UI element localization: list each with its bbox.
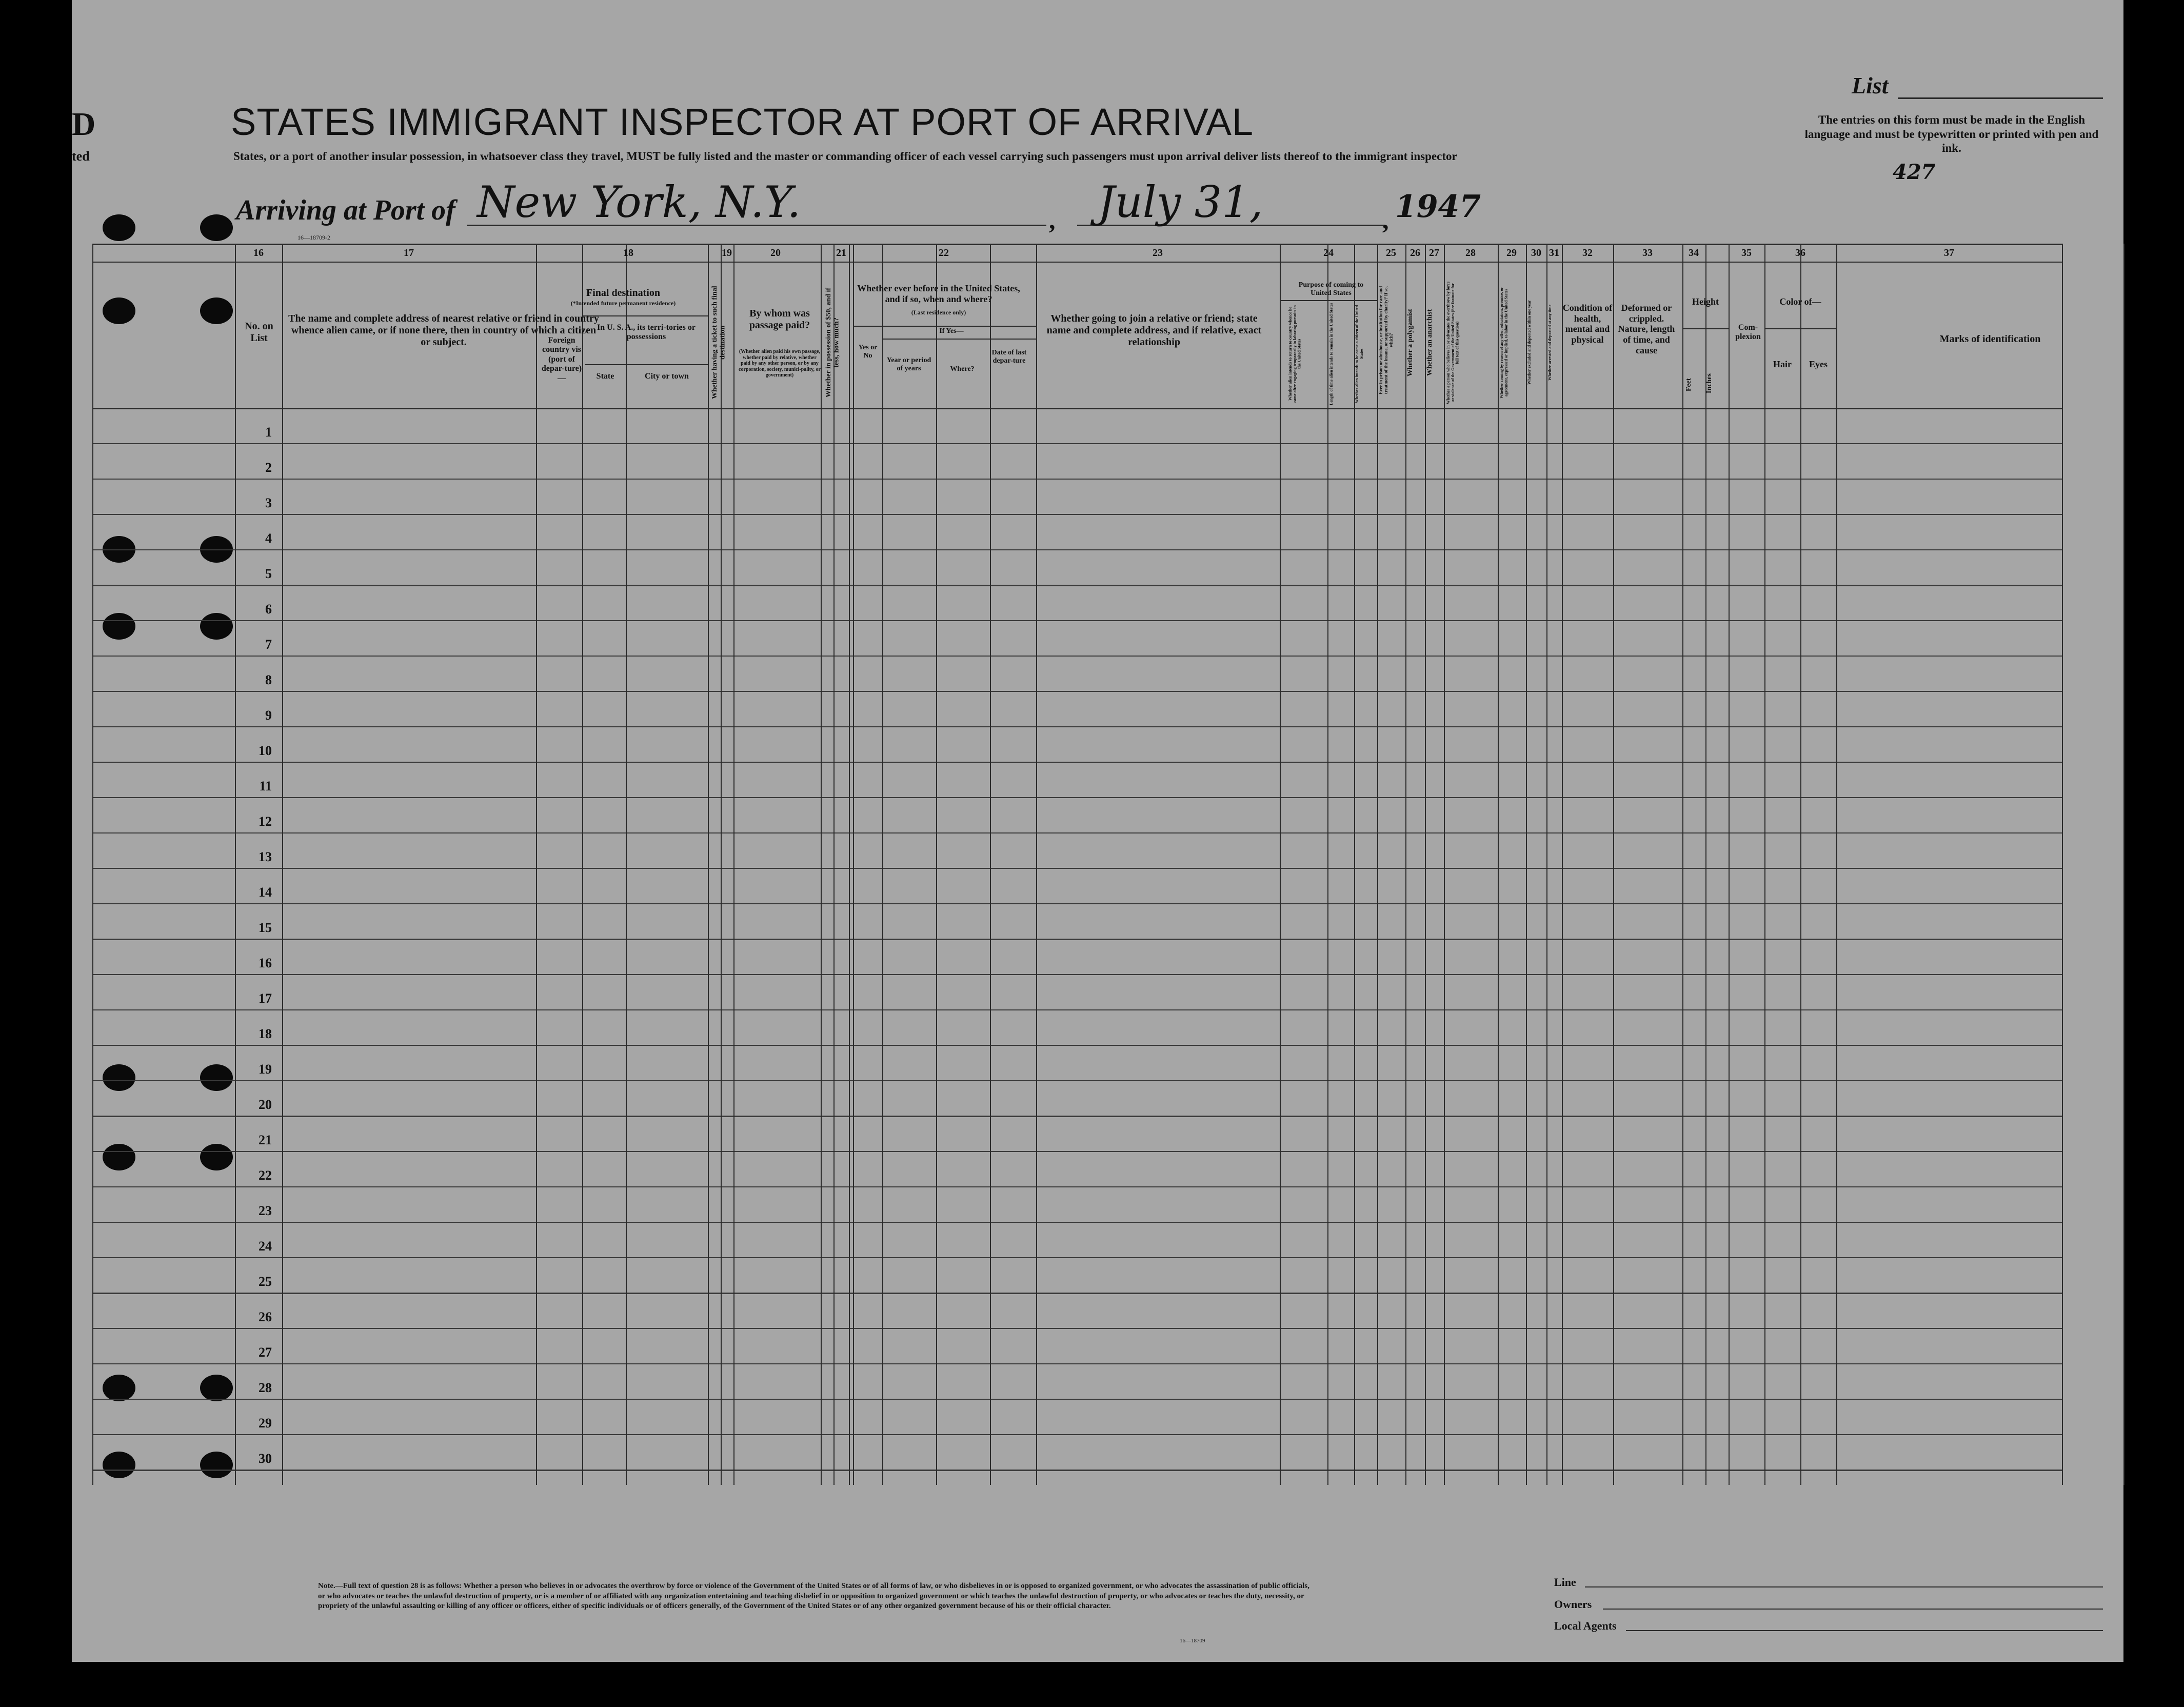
row-divider — [92, 1222, 2062, 1223]
column-number: 26 — [1410, 247, 1420, 259]
col24b-header: Length of time alien intends to remain in the United States — [1329, 303, 1334, 405]
column-number: 16 — [253, 247, 264, 259]
col36-sub-divider — [1764, 328, 1836, 329]
col35-header: Com-plexion — [1735, 323, 1761, 342]
punch-hole — [103, 1452, 135, 1478]
column-divider — [821, 244, 822, 1485]
col20-header: By whom was passage paid? — [749, 308, 810, 331]
col34-header: Height — [1692, 296, 1719, 307]
column-divider — [536, 244, 537, 1485]
column-divider — [936, 244, 937, 1485]
notice-text: The entries on this form must be made in the English language and must be typewritten or printed with pen and ink. — [1804, 113, 2099, 155]
column-number: 17 — [404, 247, 414, 259]
row-number: 11 — [259, 779, 272, 793]
punch-hole — [103, 297, 135, 324]
col18-city: City or town — [645, 372, 689, 381]
col22-sub-divider — [853, 326, 1036, 327]
col23-header: Whether going to join a relative or friend; state name and complete address, and if relative, exact relationship — [1046, 313, 1262, 348]
row-number: 21 — [259, 1133, 272, 1147]
owners-label: Owners — [1554, 1598, 1592, 1611]
col18-subtitle: (*Intended future permanent residence) — [570, 300, 676, 307]
row-divider — [92, 620, 2062, 621]
column-divider — [1764, 244, 1765, 1485]
column-divider — [1425, 244, 1426, 1485]
row-number: 15 — [259, 920, 272, 935]
row-divider — [92, 691, 2062, 692]
column-divider — [1836, 244, 1837, 1485]
col34-inches: Inches — [1705, 373, 1713, 393]
column-divider — [1354, 244, 1355, 1485]
col18-title: Final destination — [586, 287, 660, 299]
col22-yes-no: Yes or No — [858, 344, 878, 360]
col18-usa: In U. S. A., its terri-tories or possessions — [597, 323, 696, 342]
row-number: 17 — [259, 991, 272, 1006]
agents-label: Local Agents — [1554, 1619, 1617, 1632]
col22-where: Where? — [950, 365, 975, 373]
list-underline — [1898, 97, 2103, 99]
column-divider — [1526, 244, 1527, 1485]
row-divider — [92, 443, 2062, 444]
row-number: 25 — [259, 1274, 272, 1289]
column-divider — [1377, 244, 1378, 1485]
row-divider — [92, 726, 2062, 727]
left-edge-d: D — [72, 106, 96, 142]
arriving-label: Arriving at Port of — [236, 194, 455, 226]
column-number: 36 — [1795, 247, 1805, 259]
row-divider — [92, 1080, 2062, 1081]
col16-header: No. on List — [245, 321, 273, 344]
column-number: 23 — [1153, 247, 1163, 259]
column-divider — [1729, 244, 1730, 1485]
column-number: 33 — [1642, 247, 1653, 259]
row-number: 3 — [265, 495, 272, 510]
column-divider — [1444, 244, 1445, 1485]
col24c-header: Whether alien intends to be-come a citizen of the United States — [1355, 305, 1364, 403]
row-divider — [92, 762, 2062, 763]
column-number: 25 — [1386, 247, 1396, 259]
row-number: 22 — [259, 1168, 272, 1183]
col36-header: Color of— — [1779, 296, 1821, 307]
column-divider — [833, 244, 835, 1485]
row-number: 13 — [259, 849, 272, 864]
column-divider — [1546, 244, 1547, 1485]
col22-date: Date of last depar-ture — [991, 349, 1027, 365]
row-divider — [92, 1186, 2062, 1187]
col19-header: Whether having a ticket to such final destination — [711, 286, 727, 400]
punch-hole — [200, 1144, 233, 1170]
column-divider — [733, 244, 734, 1485]
row-divider — [92, 832, 2062, 833]
column-number: 30 — [1531, 247, 1541, 259]
print-code: 16—18709 — [1180, 1638, 1205, 1644]
row-number: 16 — [259, 956, 272, 970]
row-number: 24 — [259, 1239, 272, 1254]
row-divider — [92, 514, 2062, 515]
col37-header: Marks of identification — [1939, 333, 2041, 345]
row-number: 30 — [259, 1451, 272, 1466]
grid-numbers-divider — [92, 262, 2062, 263]
column-divider — [1705, 244, 1706, 1485]
col24-title: Purpose of coming to United States — [1298, 281, 1364, 297]
port-handwritten: New York, N.Y. — [477, 177, 801, 227]
row-number: 14 — [259, 885, 272, 900]
col32-header: Condition of health, mental and physical — [1562, 303, 1613, 345]
left-edge-ted: ted — [72, 149, 90, 164]
column-divider — [1498, 244, 1499, 1485]
row-number: 28 — [259, 1380, 272, 1395]
col22-header: Whether ever before in the United States, and if so, when and where? — [857, 283, 1020, 304]
col22-ifyes-divider — [882, 339, 1036, 340]
col36-eyes: Eyes — [1809, 359, 1828, 369]
column-divider — [1327, 244, 1328, 1485]
punch-hole — [200, 1064, 233, 1091]
row-divider — [92, 549, 2062, 550]
row-divider — [92, 1293, 2062, 1294]
col30-header: Whether excluded and deported within one year — [1527, 300, 1532, 385]
col18-state: State — [596, 372, 614, 381]
column-divider — [853, 244, 854, 1485]
column-divider — [849, 244, 850, 1485]
agents-field[interactable] — [1626, 1630, 2103, 1631]
column-divider — [582, 244, 583, 1485]
column-divider — [1613, 244, 1614, 1485]
row-number: 6 — [265, 602, 272, 617]
col18-foreign: Foreign country vis (port of depar-ture)— — [541, 336, 582, 383]
row-divider — [92, 479, 2062, 480]
page-subtitle: States, or a port of another insular possession, in whatsoever class they travel, MUST be fully listed and the master or commanding officer of each vessel carrying such passengers must upon arrival deliver lists thereof to the immigrant inspector — [233, 150, 1457, 163]
row-divider — [92, 868, 2062, 869]
punch-hole — [103, 1064, 135, 1091]
row-divider — [92, 1257, 2062, 1258]
manifest-sheet — [72, 0, 2123, 1662]
column-number: 18 — [623, 247, 633, 259]
column-divider — [282, 244, 283, 1485]
row-divider — [92, 1434, 2062, 1435]
row-number: 19 — [259, 1062, 272, 1077]
row-divider — [92, 585, 2062, 586]
col33-header: Deformed or crippled. Nature, length of time, and cause — [1618, 303, 1675, 355]
column-divider — [721, 244, 722, 1485]
column-divider — [1405, 244, 1406, 1485]
column-number: 28 — [1465, 247, 1476, 259]
date-handwritten: July 31, — [1098, 177, 1263, 227]
column-number: 21 — [836, 247, 846, 259]
col29-header: Whether coming by reason of any offer, solicitation, promise, or agreement, expressed or implied, to labor in the United States — [1499, 287, 1508, 399]
column-divider — [1562, 244, 1563, 1485]
punch-hole — [200, 613, 233, 640]
column-number: 31 — [1549, 247, 1559, 259]
row-divider — [92, 1116, 2062, 1117]
column-number: 34 — [1689, 247, 1699, 259]
row-number: 27 — [259, 1345, 272, 1360]
row-number: 12 — [259, 814, 272, 829]
column-divider — [2123, 244, 2125, 1485]
column-divider — [882, 244, 883, 1485]
row-number: 23 — [259, 1203, 272, 1218]
col26-header: Whether a polygamist — [1406, 309, 1414, 376]
col25-header: Ever in prison or almshouse, or institution for care and treatment of the insane, or supported by charity? If so, which? — [1378, 286, 1394, 394]
column-divider — [1280, 244, 1281, 1485]
row-number: 2 — [265, 460, 272, 475]
row-divider — [92, 903, 2062, 904]
column-number: 19 — [722, 247, 732, 259]
row-divider — [92, 1399, 2062, 1400]
column-divider — [2062, 244, 2063, 1485]
row-divider — [92, 1470, 2062, 1471]
comma-1: , — [1049, 206, 1056, 234]
col28-header: Whether a person who believes in or advocates the overthrow by force or violence of the Government of the United States (See footnote for full text of this question) — [1446, 281, 1460, 404]
column-divider — [626, 244, 627, 1485]
col17-header: The name and complete address of nearest relative or friend in country whence alien came, or if none there, then in country of which a citizen or subject. — [288, 313, 599, 348]
row-number: 5 — [265, 566, 272, 581]
col34-feet: Feet — [1685, 378, 1693, 391]
col27-header: Whether an anarchist — [1426, 309, 1434, 376]
column-number: 20 — [770, 247, 781, 259]
punch-hole — [103, 613, 135, 640]
column-number: 24 — [1323, 247, 1334, 259]
col20-sub: (Whether alien paid his own passage, whether paid by relative, whether paid by any other person, or by any corporation, society, munici-pality, or government) — [739, 349, 821, 378]
column-number: 32 — [1582, 247, 1593, 259]
row-number: 10 — [259, 743, 272, 758]
col18-state-divider — [585, 364, 708, 365]
punch-hole — [200, 297, 233, 324]
row-divider — [92, 1045, 2062, 1046]
col24a-header: Whether alien intends to return to country whence he came after engaging temporarily in laboring pursuits in the United States — [1288, 305, 1302, 403]
row-number: 26 — [259, 1309, 272, 1324]
column-number: 27 — [1429, 247, 1439, 259]
column-number: 37 — [1944, 247, 1954, 259]
punch-hole — [200, 1375, 233, 1401]
row-number: 9 — [265, 708, 272, 723]
row-number: 7 — [265, 637, 272, 652]
col18-sub-divider — [582, 315, 708, 316]
line-field[interactable] — [1585, 1586, 2103, 1587]
punch-hole — [103, 1375, 135, 1401]
col24-sub-divider — [1280, 300, 1377, 301]
punch-hole — [103, 214, 135, 241]
row-number: 4 — [265, 531, 272, 546]
column-number: 22 — [939, 247, 949, 259]
row-divider — [92, 656, 2062, 657]
row-divider — [92, 1009, 2062, 1010]
row-number: 29 — [259, 1416, 272, 1431]
row-divider — [92, 939, 2062, 940]
row-number: 8 — [265, 672, 272, 687]
col22-sub: (Last residence only) — [911, 309, 966, 316]
row-divider — [92, 1363, 2062, 1364]
line-label: Line — [1554, 1576, 1576, 1589]
column-divider — [708, 244, 709, 1485]
punch-hole — [200, 1452, 233, 1478]
col22-if-yes: If Yes— — [939, 327, 964, 335]
column-number: 29 — [1506, 247, 1517, 259]
list-number: 427 — [1893, 160, 1936, 184]
col34-sub-divider — [1682, 328, 1729, 329]
row-number: 1 — [265, 425, 272, 440]
col21-header: Whether in possession of $50, and if less, how much? — [825, 287, 841, 398]
owners-field[interactable] — [1603, 1609, 2103, 1610]
punch-hole — [103, 1144, 135, 1170]
column-number: 35 — [1741, 247, 1752, 259]
column-divider — [1036, 244, 1037, 1485]
comma-2: , — [1382, 206, 1389, 234]
year-handwritten: 1947 — [1395, 189, 1481, 225]
row-number: 20 — [259, 1097, 272, 1112]
row-divider — [92, 1328, 2062, 1329]
list-label: List — [1852, 72, 1889, 98]
row-number: 18 — [259, 1026, 272, 1041]
column-divider — [1682, 244, 1683, 1485]
punch-hole — [200, 214, 233, 241]
column-divider — [235, 244, 236, 1485]
col31-header: Whether arrested and deported at any time — [1547, 304, 1552, 381]
row-divider — [92, 1151, 2062, 1152]
column-divider — [1800, 244, 1801, 1485]
row-divider — [92, 797, 2062, 798]
col36-hair: Hair — [1773, 359, 1792, 369]
column-divider — [990, 244, 991, 1485]
grid-top-border — [92, 244, 2062, 245]
row-divider — [92, 974, 2062, 975]
footer-note: Note.—Full text of question 28 is as follows: Whether a person who believes in or advocates the overthrow by force or violence of the Government of the United States or of all forms of law, or who disbelieves in or is opposed to organized government, or who advocates the assassination of public officials, or who advocates or teaches the unlawful destruction of property, or is a member of or affiliated with any organization entertaining and teaching disbelief in or opposition to organized government or which teaches the unlawful destruction of property, or who advocates or teaches the duty, necessity, or propriety of the unlawful assaulting or killing of any officer or officers, either of specific individuals or of officers generally, of the Government of the United States or of any other organized government because of his or their official character. — [318, 1582, 1309, 1610]
col22-year: Year or period of years — [886, 356, 931, 373]
grid-header-bottom — [92, 408, 2062, 409]
page-title: STATES IMMIGRANT INSPECTOR AT PORT OF ARRIVAL — [231, 101, 1254, 143]
column-divider — [92, 244, 93, 1485]
form-code: 16—18709-2 — [297, 234, 330, 241]
